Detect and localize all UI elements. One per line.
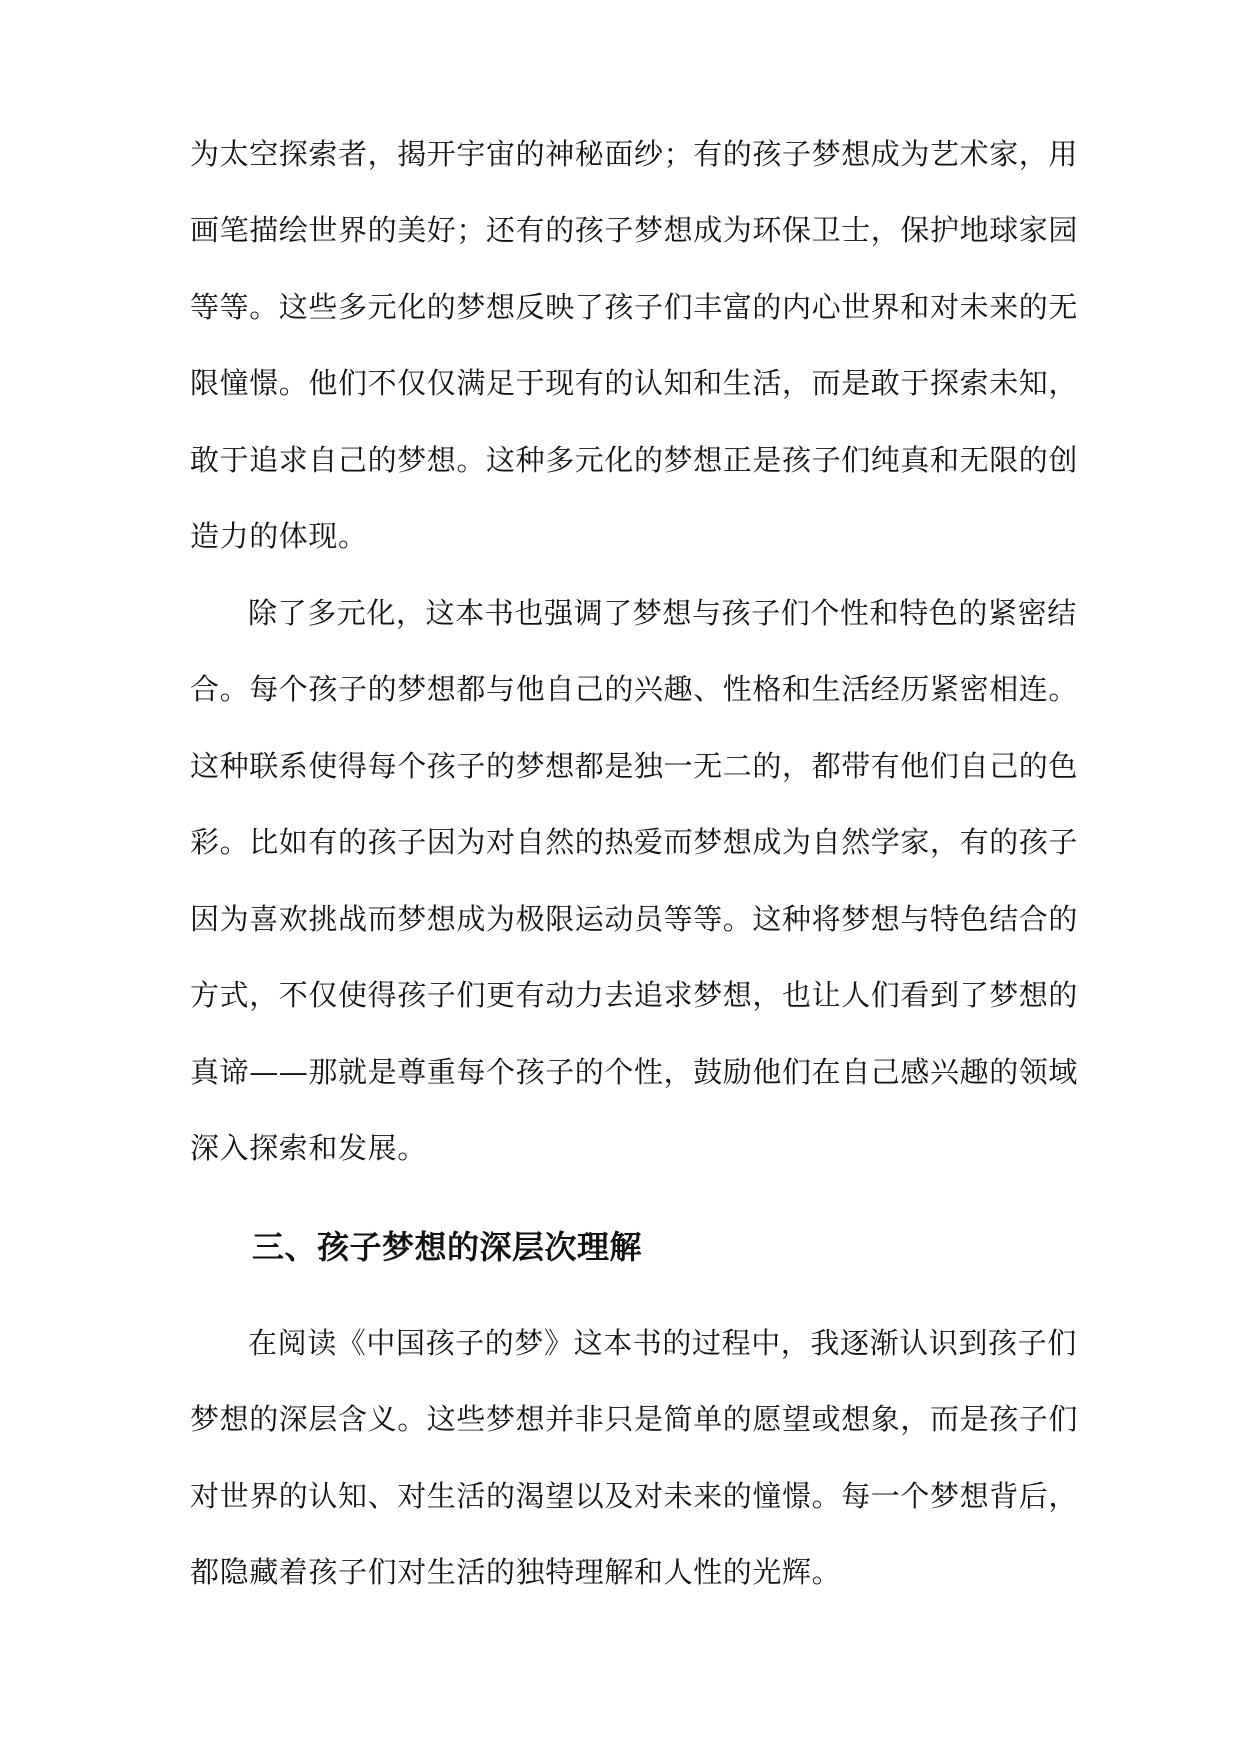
paragraph-1-line-5: 敢于追求自己的梦想。这种多元化的梦想正是孩子们纯真和无限的创 (190, 443, 1079, 477)
paragraph-1-line-3: 等等。这些多元化的梦想反映了孩子们丰富的内心世界和对未来的无 (190, 290, 1079, 324)
paragraph-1-line-6: 造力的体现。 (190, 519, 368, 553)
paragraph-3-line-1: 在阅读《中国孩子的梦》这本书的过程中，我逐渐认识到孩子们 (248, 1326, 1077, 1360)
paragraph-1-line-4: 限憧憬。他们不仅仅满足于现有的认知和生活，而是敢于探索未知， (190, 366, 1079, 400)
paragraph-1-line-2: 画笔描绘世界的美好；还有的孩子梦想成为环保卫士，保护地球家园 (190, 213, 1079, 247)
paragraph-2-line-2: 合。每个孩子的梦想都与他自己的兴趣、性格和生活经历紧密相连。 (190, 672, 1079, 706)
paragraph-3-line-4: 都隐藏着孩子们对生活的独特理解和人性的光辉。 (190, 1555, 842, 1589)
paragraph-2-line-4: 彩。比如有的孩子因为对自然的热爱而梦想成为自然学家，有的孩子 (190, 825, 1079, 859)
paragraph-2-line-5: 因为喜欢挑战而梦想成为极限运动员等等。这种将梦想与特色结合的 (190, 902, 1079, 936)
paragraph-2-line-8: 深入探索和发展。 (190, 1131, 427, 1165)
paragraph-2-line-1: 除了多元化，这本书也强调了梦想与孩子们个性和特色的紧密结 (248, 596, 1077, 630)
paragraph-2-line-6: 方式，不仅使得孩子们更有动力去追求梦想，也让人们看到了梦想的 (190, 978, 1079, 1012)
paragraph-2-line-7: 真谛——那就是尊重每个孩子的个性，鼓励他们在自己感兴趣的领域 (190, 1055, 1079, 1089)
paragraph-3-line-2: 梦想的深层含义。这些梦想并非只是简单的愿望或想象，而是孩子们 (190, 1402, 1079, 1436)
paragraph-2-line-3: 这种联系使得每个孩子的梦想都是独一无二的，都带有他们自己的色 (190, 749, 1079, 783)
paragraph-3-line-3: 对世界的认知、对生活的渴望以及对未来的憧憬。每一个梦想背后， (190, 1479, 1079, 1513)
section-heading: 三、孩子梦想的深层次理解 (252, 1228, 643, 1266)
paragraph-1-line-1: 为太空探索者，揭开宇宙的神秘面纱；有的孩子梦想成为艺术家，用 (190, 137, 1079, 171)
